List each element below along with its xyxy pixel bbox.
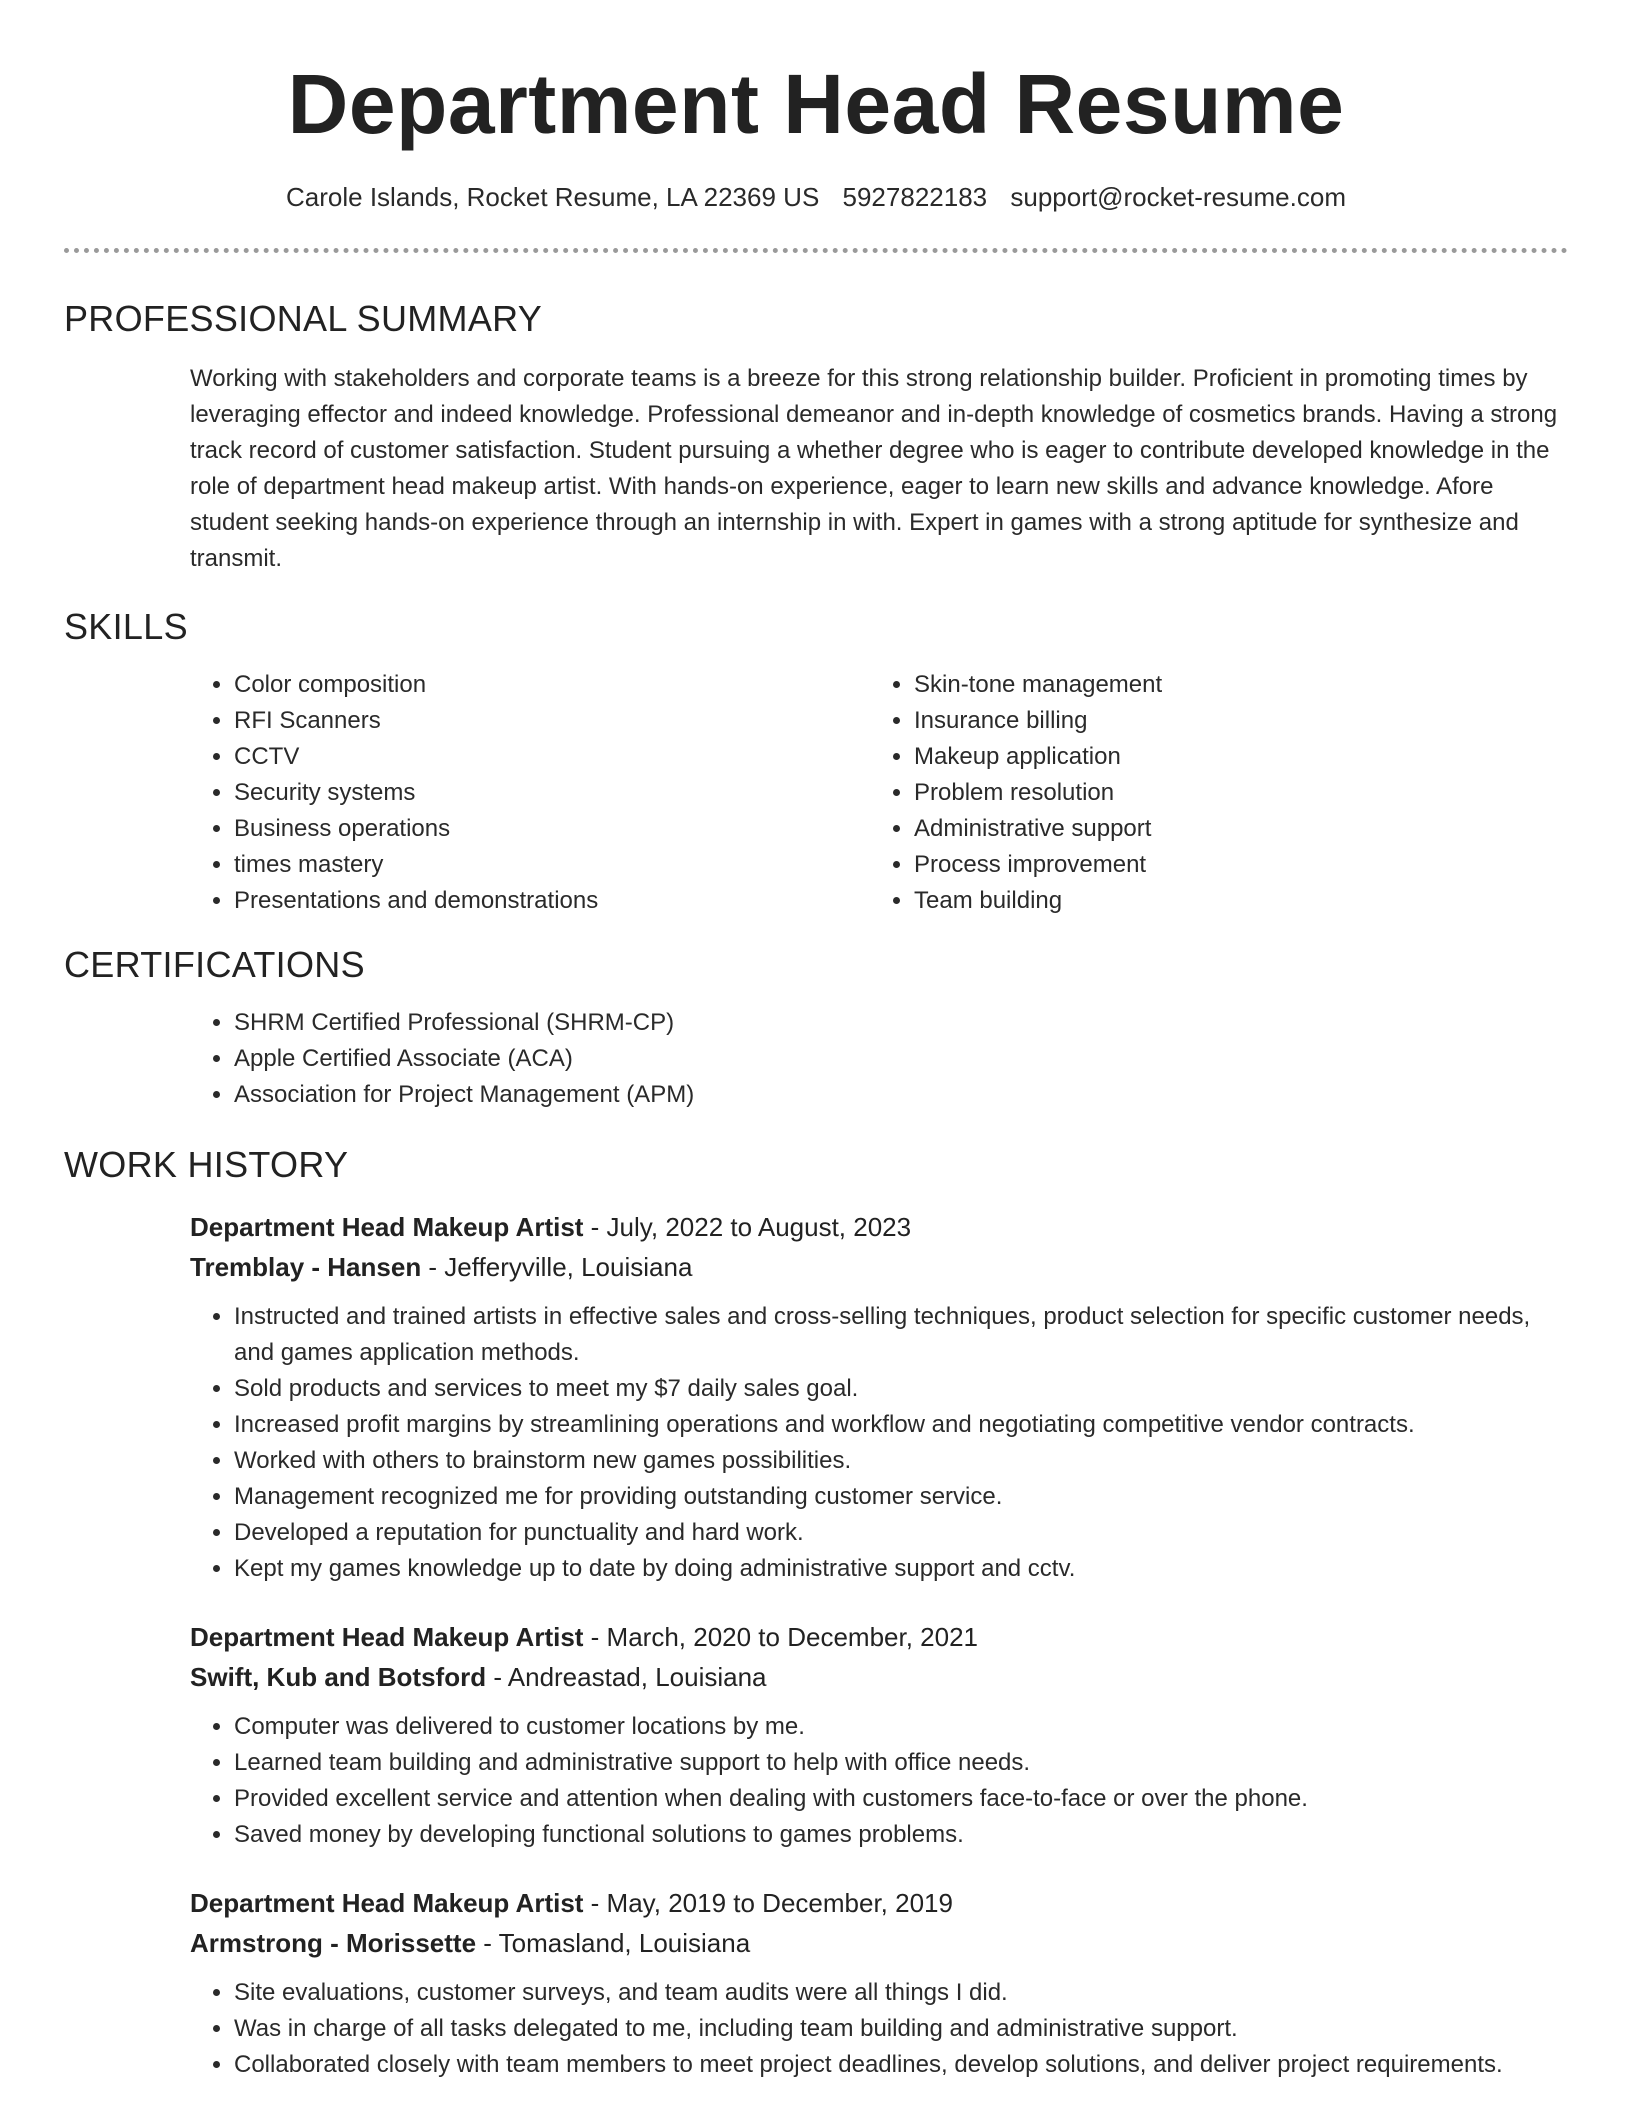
skill-item: • Presentations and demonstrations xyxy=(234,883,870,919)
job-bullet: • Collaborated closely with team members to meet project deadlines, develop solutions, and deliver project requirements. xyxy=(234,2047,1568,2083)
job-company: Swift, Kub and Botsford xyxy=(190,1662,487,1692)
skill-item: • Process improvement xyxy=(914,847,1162,883)
job-bullet: • Learned team building and administrative support to help with office needs. xyxy=(234,1745,1568,1781)
job-title-line xyxy=(190,1883,1568,1923)
job-bullets xyxy=(190,1709,1568,1853)
job-title-line xyxy=(190,1207,1568,1247)
skills-column-left xyxy=(190,667,870,919)
summary-heading: PROFESSIONAL SUMMARY xyxy=(64,298,543,339)
skill-item: • RFI Scanners xyxy=(234,703,870,739)
job-title: Department Head Makeup Artist xyxy=(190,1622,584,1652)
job-bullet: • Worked with others to brainstorm new games possibilities. xyxy=(234,1443,1568,1479)
skill-item: • Security systems xyxy=(234,775,870,811)
skill-item: • Insurance billing xyxy=(914,703,1162,739)
skills-heading: SKILLS xyxy=(64,606,188,647)
skills-column-right xyxy=(870,667,1162,919)
skill-item: • times mastery xyxy=(234,847,870,883)
job-location: - Tomasland, Louisiana xyxy=(476,1928,751,1958)
skill-item: • Skin-tone management xyxy=(914,667,1162,703)
job-bullet: • Sold products and services to meet my $7 daily sales goal. xyxy=(234,1371,1568,1407)
job-bullet: • Developed a reputation for punctuality and hard work. xyxy=(234,1515,1568,1551)
certification-item: • SHRM Certified Professional (SHRM-CP) xyxy=(234,1005,1568,1041)
job-dates: - March, 2020 to December, 2021 xyxy=(583,1622,978,1652)
job-company: Tremblay - Hansen xyxy=(190,1252,422,1282)
job-bullet: • Was in charge of all tasks delegated to me, including team building and administrative support. xyxy=(234,2011,1568,2047)
skill-item: • CCTV xyxy=(234,739,870,775)
job-title: Department Head Makeup Artist xyxy=(190,1888,584,1918)
certifications-bullets xyxy=(190,1005,1568,1113)
contact-line xyxy=(64,180,1568,214)
job-dates: - July, 2022 to August, 2023 xyxy=(583,1212,912,1242)
skill-item: • Color composition xyxy=(234,667,870,703)
job-company: Armstrong - Morissette xyxy=(190,1928,477,1958)
job-bullet: • Provided excellent service and attention when dealing with customers face-to-face or over the phone. xyxy=(234,1781,1568,1817)
header-divider xyxy=(64,248,1568,253)
job-location: - Jefferyville, Louisiana xyxy=(421,1252,693,1282)
job-bullet: • Saved money by developing functional solutions to games problems. xyxy=(234,1817,1568,1853)
certification-item: • Apple Certified Associate (ACA) xyxy=(234,1041,1568,1077)
job-company-line xyxy=(190,1923,1568,1963)
job-bullets xyxy=(190,1975,1568,2083)
job-company-line xyxy=(190,1247,1568,1287)
skills-list xyxy=(190,667,1568,919)
job-entry xyxy=(190,1883,1568,2083)
certifications-list xyxy=(190,1005,1568,1113)
job-title-line xyxy=(190,1617,1568,1657)
job-bullet: • Site evaluations, customer surveys, and team audits were all things I did. xyxy=(234,1975,1568,2011)
resume-title: Department Head Resume xyxy=(287,57,1345,151)
skill-item: • Problem resolution xyxy=(914,775,1162,811)
summary-text: Working with stakeholders and corporate teams is a breeze for this strong relationship builder. Proficient in promoting times by leveraging effector and indeed knowledge. Professional demeanor and in-depth knowledge of cosmetics brands. Having a strong track record of customer satisfaction. Student pursuing a whether degree who is eager to contribute developed knowledge in the role of department head makeup artist. With hands-on experience, eager to learn new skills and advance knowledge. Afore student seeking hands-on experience through an internship in with. Expert in games with a strong aptitude for synthesize and transmit. xyxy=(190,365,1558,572)
job-bullet: • Kept my games knowledge up to date by doing administrative support and cctv. xyxy=(234,1551,1568,1587)
job-company-line xyxy=(190,1657,1568,1697)
job-title: Department Head Makeup Artist xyxy=(190,1212,584,1242)
job-bullet: • Increased profit margins by streamlining operations and workflow and negotiating competitive vendor contracts. xyxy=(234,1407,1568,1443)
contact-email: support@rocket-resume.com xyxy=(1010,182,1346,212)
skill-item: • Business operations xyxy=(234,811,870,847)
job-entry xyxy=(190,1207,1568,1587)
job-entry xyxy=(190,1617,1568,1853)
skill-item: • Team building xyxy=(914,883,1162,919)
job-bullets xyxy=(190,1299,1568,1587)
skill-item: • Makeup application xyxy=(914,739,1162,775)
job-bullet: • Management recognized me for providing outstanding customer service. xyxy=(234,1479,1568,1515)
skill-item: • Administrative support xyxy=(914,811,1162,847)
certification-item: • Association for Project Management (APM) xyxy=(234,1077,1568,1113)
job-location: - Andreastad, Louisiana xyxy=(486,1662,767,1692)
job-bullet: • Computer was delivered to customer locations by me. xyxy=(234,1709,1568,1745)
work-history-heading: WORK HISTORY xyxy=(64,1144,349,1185)
contact-address: Carole Islands, Rocket Resume, LA 22369 US xyxy=(286,182,820,212)
certifications-heading: CERTIFICATIONS xyxy=(64,944,365,985)
job-bullet: • Instructed and trained artists in effective sales and cross-selling techniques, product selection for specific customer needs, and games application methods. xyxy=(234,1299,1568,1371)
contact-phone: 5927822183 xyxy=(842,182,988,212)
job-dates: - May, 2019 to December, 2019 xyxy=(583,1888,953,1918)
